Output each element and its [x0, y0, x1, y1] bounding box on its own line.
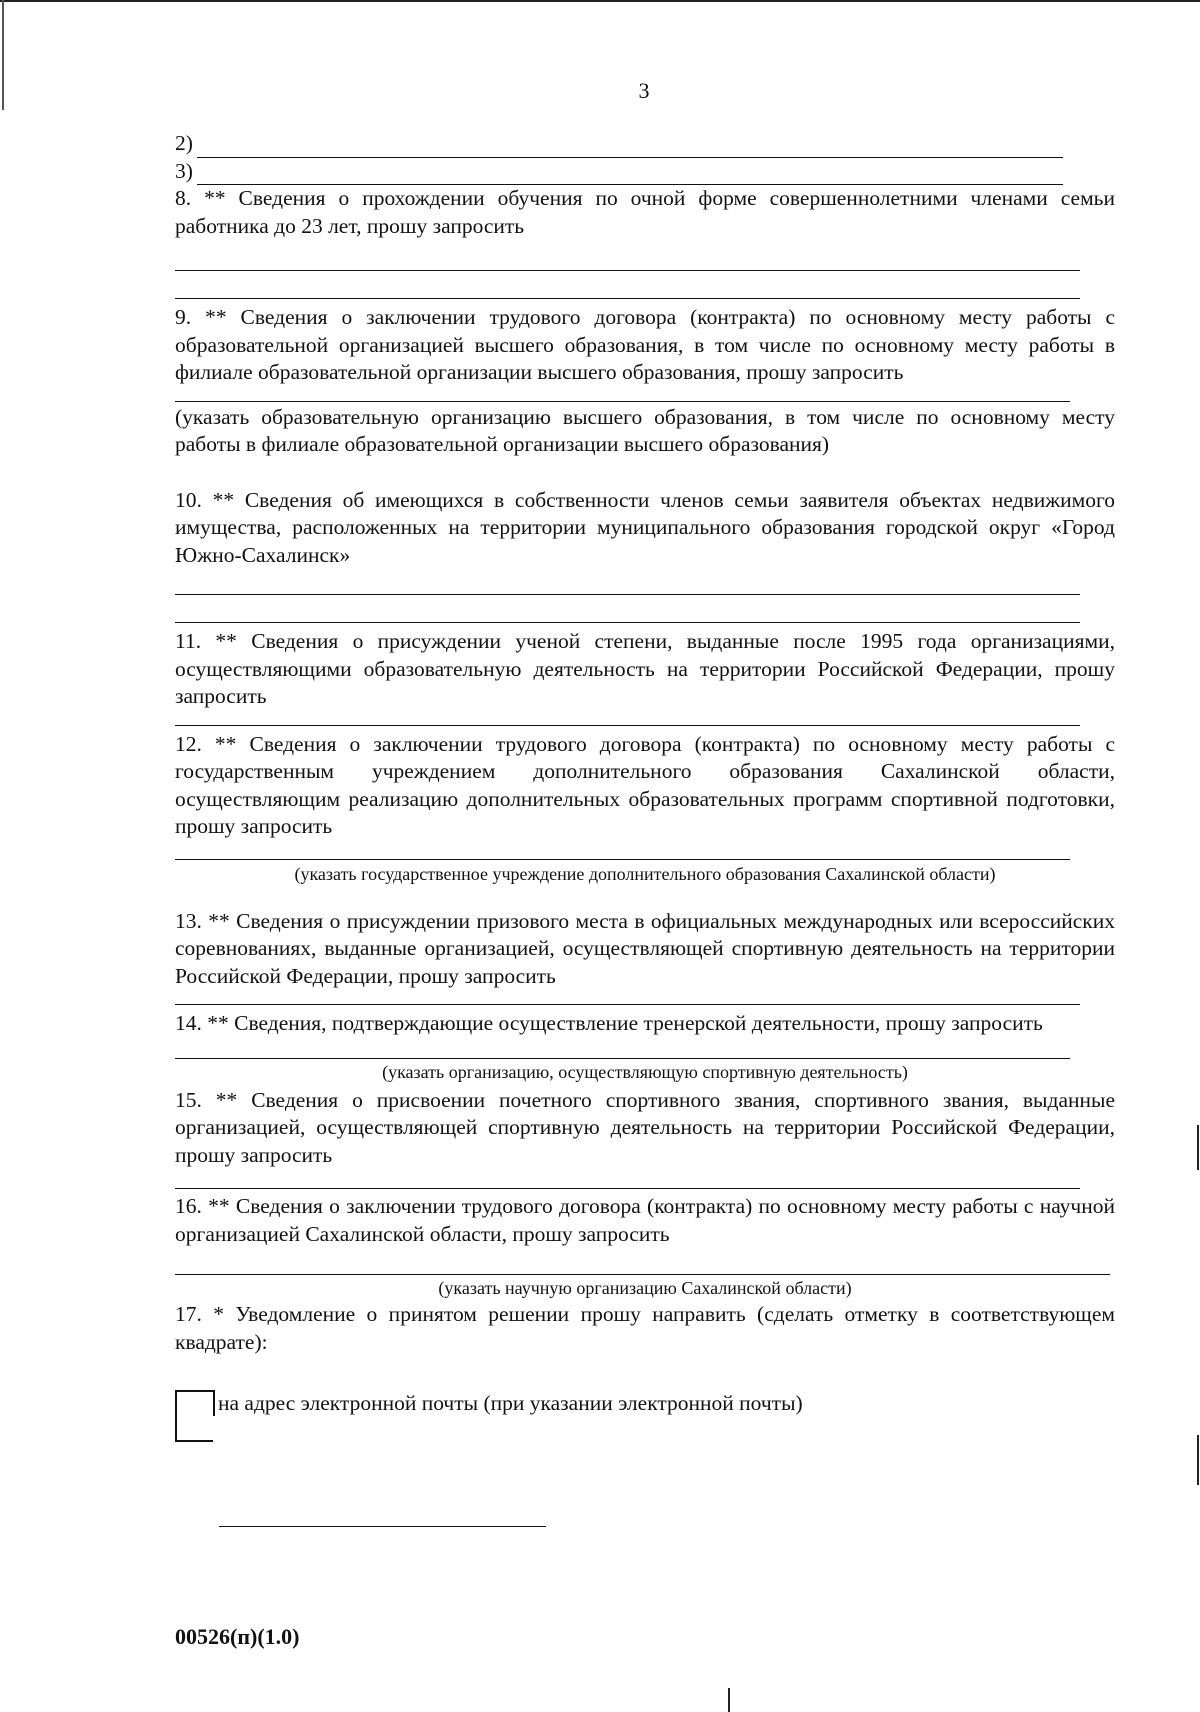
item-8-fill-line-1[interactable] — [175, 270, 1080, 271]
item-14-fill-line[interactable] — [175, 1058, 1070, 1059]
item-15-text: 15. ** Сведения о присвоении почетного спортивного звания, спортивного звания, выданные организацией, осуществляющей спортивную деятельность на территории Российской Федерации, прошу запросить — [175, 1087, 1115, 1167]
fill-line[interactable] — [197, 135, 1063, 158]
item-9-text: 9. ** Сведения о заключении трудового договора (контракта) по основному месту работы с образовательной организацией высшего образования, в том числе по основному месту работы в филиале образовательной организации высшего образования, прошу запросить — [175, 305, 1115, 384]
email-checkbox-label: на адрес электронной почты (при указании электронной почты) — [213, 1390, 803, 1416]
item-13-fill-line[interactable] — [175, 1004, 1080, 1005]
scan-mark — [1197, 1435, 1199, 1485]
item-8-text: 8. ** Сведения о прохождении обучения по очной форме совершеннолетними членами семьи работника до 23 лет, прошу запросить — [175, 186, 1115, 238]
scan-edge-top — [0, 0, 1200, 2]
item-10-text: 10. ** Сведения об имеющихся в собственности членов семьи заявителя объектах недвижимого имущества, расположенных на территории муниципального образования городской округ «Город Южно-Сахалинск» — [175, 487, 1115, 567]
list-item-label: 3) — [175, 158, 193, 183]
item-10-fill-line-1[interactable] — [175, 594, 1080, 595]
item-9-hint: (указать образовательную организацию высшего образования, в том числе по основному месту работы в филиале образовательной организации высшего образования) — [175, 404, 1115, 456]
email-checkbox[interactable] — [175, 1390, 213, 1442]
fill-line[interactable] — [197, 162, 1063, 185]
item-16-fill-line[interactable] — [175, 1274, 1110, 1275]
form-code: 00526(п)(1.0) — [175, 1624, 300, 1649]
list-item-label: 2) — [175, 131, 193, 155]
scan-mark — [1197, 1125, 1199, 1170]
item-8-fill-line-2[interactable] — [175, 298, 1080, 299]
item-14-text: 14. ** Сведения, подтверждающие осуществление тренерской деятельности, прошу запросить — [175, 1011, 1043, 1035]
item-16-hint: (указать научную организацию Сахалинской области) — [438, 1278, 852, 1298]
item-16-text: 16. ** Сведения о заключении трудового договора (контракта) по основному месту работы с научной организацией Сахалинской области, прошу запросить — [175, 1194, 1115, 1246]
item-14-hint: (указать организацию, осуществляющую спортивную деятельность) — [382, 1061, 908, 1082]
item-11-fill-line[interactable] — [175, 725, 1080, 726]
notification-email-option — [175, 1390, 1115, 1442]
item-17-text: 17. * Уведомление о принятом решении прошу направить (сделать отметку в соответствующем квадрате): — [175, 1302, 1115, 1354]
item-12-hint: (указать государственное учреждение дополнительного образования Сахалинской области) — [294, 863, 996, 884]
item-9-fill-line[interactable] — [175, 401, 1070, 402]
item-15-fill-line[interactable] — [175, 1188, 1080, 1189]
item-10-fill-line-2[interactable] — [175, 622, 1080, 623]
list-item-3 — [175, 158, 1115, 186]
item-13-text: 13. ** Сведения о присуждении призового места в официальных международных или всероссийских соревнованиях, выданные организацией, осуществляющей спортивную деятельность на территории Российской Федерации, прошу запросить — [175, 908, 1115, 988]
email-fill-line[interactable] — [219, 1526, 546, 1527]
item-12-fill-line[interactable] — [175, 859, 1070, 860]
page-number: 3 — [638, 78, 650, 103]
list-item-2 — [175, 130, 1115, 158]
item-11-text: 11. ** Сведения о присуждении ученой степени, выданные после 1995 года организациями, осуществляющими образовательную деятельность на территории Российской Федерации, прошу запросить — [175, 629, 1115, 708]
scan-mark — [728, 1688, 730, 1712]
item-12-text: 12. ** Сведения о заключении трудового договора (контракта) по основному месту работы с государственным учреждением дополнительного образования Сахалинской области, осуществляющим реализацию дополнительных образовательных программ спортивной подготовки, прошу запросить — [175, 731, 1115, 838]
form-body — [175, 130, 1115, 1442]
